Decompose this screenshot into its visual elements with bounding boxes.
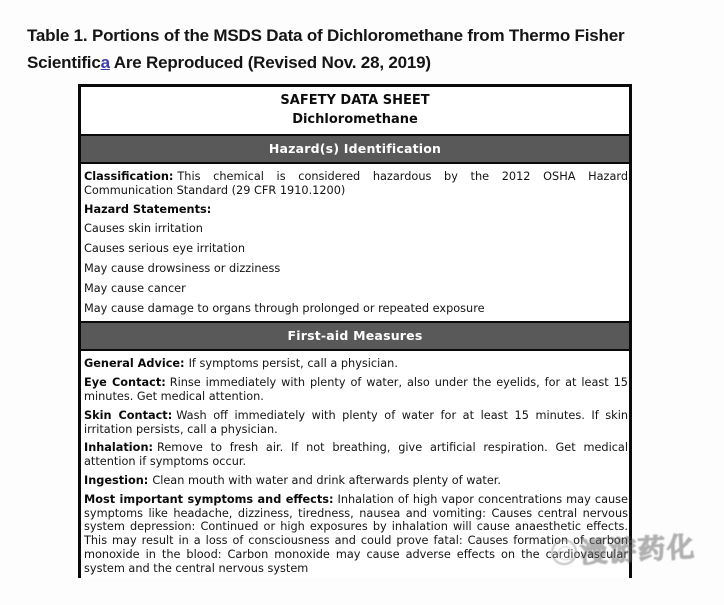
row-label: Hazard Statements:: [84, 202, 212, 216]
hazard-statements-heading: [84, 203, 628, 217]
sds-subtitle: Dichloromethane: [292, 112, 418, 127]
row-text: Rinse immediately with plenty of water, also under the eyelids, for at least 15 minutes. Get medical attention.: [84, 376, 628, 403]
section-body-hazard-identification: [81, 164, 629, 321]
row-text: Causes serious eye irritation: [84, 242, 245, 256]
row-label: Ingestion:: [84, 473, 149, 487]
hazard-statement: [84, 302, 628, 316]
sds-title-box: [81, 87, 629, 134]
table-caption: [27, 22, 663, 76]
row-text: May cause drowsiness or dizziness: [84, 261, 281, 275]
hazard-statement: [84, 282, 628, 296]
section-header-hazard-identification: Hazard(s) Identification: [81, 134, 629, 164]
watermark-text: 漫游药化: [579, 532, 697, 570]
section-body-first-aid: [81, 351, 629, 578]
ingestion-row: [84, 474, 628, 488]
hazard-statement: [84, 222, 628, 236]
footnote-link-a[interactable]: a: [100, 53, 110, 73]
row-label: Inhalation:: [84, 441, 154, 455]
row-text: May cause cancer: [84, 281, 186, 295]
caption-text-after: Are Reproduced (Revised Nov. 28, 2019): [109, 53, 431, 73]
row-text: This chemical is considered hazardous by the 2012 OSHA Hazard Communication Standard (29 CFR 1910.1200): [84, 170, 628, 197]
row-text: Remove to fresh air. If not breathing, give artificial respiration. Get medical attention if symptoms occur.: [84, 441, 628, 469]
eye-contact-row: [84, 376, 628, 404]
row-text: If symptoms persist, call a physician.: [188, 357, 398, 371]
row-label: Eye Contact:: [84, 376, 166, 390]
row-label: Skin Contact:: [84, 408, 173, 422]
row-text: Wash off immediately with plenty of water for at least 15 minutes. If skin irritation persists, call a physician.: [84, 408, 629, 436]
hazard-statement: [84, 262, 628, 276]
row-text: Inhalation of high vapor concentrations may cause symptoms like headache, dizziness, tiredness, nausea and vomiting: Causes central nervous system depression: Continued or high exposures by inhalation will cause anaesthetic effects. This may result in a loss of consciousness and could prove fatal: Causes formation of carbon monoxide in the blood: Carbon monoxide may cause adverse effects on the cardiovascular system and the central nervous system: [84, 492, 628, 575]
classification-row: [84, 170, 628, 198]
symptoms-effects-row: [84, 493, 628, 576]
caption-text-before: Table 1. Portions of the MSDS Data of Dichloromethane from Thermo Fisher Scientific: [27, 26, 625, 73]
skin-contact-row: [84, 409, 628, 437]
row-text: Clean mouth with water and drink afterwards plenty of water.: [152, 473, 501, 487]
row-label: Classification:: [84, 170, 174, 183]
inhalation-row: [84, 441, 628, 469]
sds-title: SAFETY DATA SHEET: [280, 93, 430, 108]
sds-table: [78, 84, 632, 578]
row-label: General Advice:: [84, 357, 185, 371]
section-header-first-aid: First-aid Measures: [81, 321, 629, 351]
hazard-statement: [84, 242, 628, 256]
row-label: Most important symptoms and effects:: [84, 492, 334, 506]
row-text: May cause damage to organs through prolonged or repeated exposure: [84, 301, 485, 315]
general-advice-row: [84, 357, 628, 371]
row-text: Causes skin irritation: [84, 222, 203, 236]
